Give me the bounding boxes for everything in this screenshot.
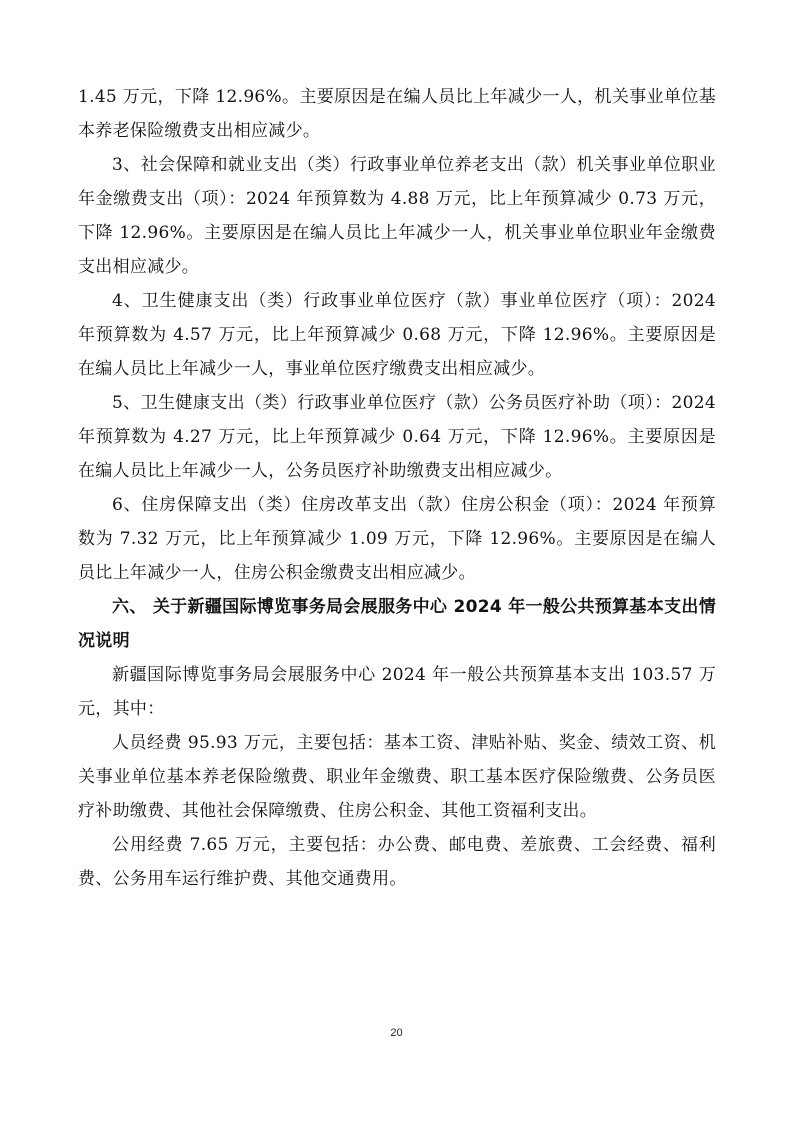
paragraph-item-3: 3、社会保障和就业支出（类）行政事业单位养老支出（款）机关事业单位职业年金缴费支出（项）：2024 年预算数为 4.88 万元，比上年预算减少 0.73 万元，下降 12.96%。主要原因是在编人员比上年减少一人，机关事业单位职业年金缴费支出相应减少。 bbox=[78, 155, 716, 277]
paragraph-item-5: 5、卫生健康支出（类）行政事业单位医疗（款）公务员医疗补助（项）：2024 年预算数为 4.27 万元，比上年预算减少 0.64 万元，下降 12.96%。主要原因是在编人员比上年减少一人，公务员医疗补助缴费支出相应减少。 bbox=[78, 393, 716, 481]
page-number: 20 bbox=[390, 1027, 403, 1039]
paragraph-item-6: 6、住房保障支出（类）住房改革支出（款）住房公积金（项）：2024 年预算数为 7.32 万元，比上年预算减少 1.09 万元，下降 12.96%。主要原因是在编人员比上年减少一人，住房公积金缴费支出相应减少。 bbox=[78, 495, 716, 583]
paragraph-basic-expense-total: 新疆国际博览事务局会展服务中心 2024 年一般公共预算基本支出 103.57 万元，其中： bbox=[78, 665, 716, 719]
paragraph-item-4: 4、卫生健康支出（类）行政事业单位医疗（款）事业单位医疗（项）：2024 年预算数为 4.57 万元，比上年预算减少 0.68 万元，下降 12.96%。主要原因是在编人员比上年减少一人，事业单位医疗缴费支出相应减少。 bbox=[78, 291, 716, 379]
paragraph-public-expense: 公用经费 7.65 万元，主要包括：办公费、邮电费、差旅费、工会经费、福利费、公务用车运行维护费、其他交通费用。 bbox=[78, 835, 716, 889]
paragraph-continuation: 1.45 万元，下降 12.96%。主要原因是在编人员比上年减少一人，机关事业单位基本养老保险缴费支出相应减少。 bbox=[78, 87, 716, 141]
document-body bbox=[78, 80, 716, 896]
paragraph-personnel-expense: 人员经费 95.93 万元，主要包括：基本工资、津贴补贴、奖金、绩效工资、机关事业单位基本养老保险缴费、职业年金缴费、职工基本医疗保险缴费、公务员医疗补助缴费、其他社会保障缴费、住房公积金、其他工资福利支出。 bbox=[78, 733, 716, 821]
section-heading: 六、 关于新疆国际博览事务局会展服务中心 2024 年一般公共预算基本支出情况说明 bbox=[78, 597, 716, 651]
